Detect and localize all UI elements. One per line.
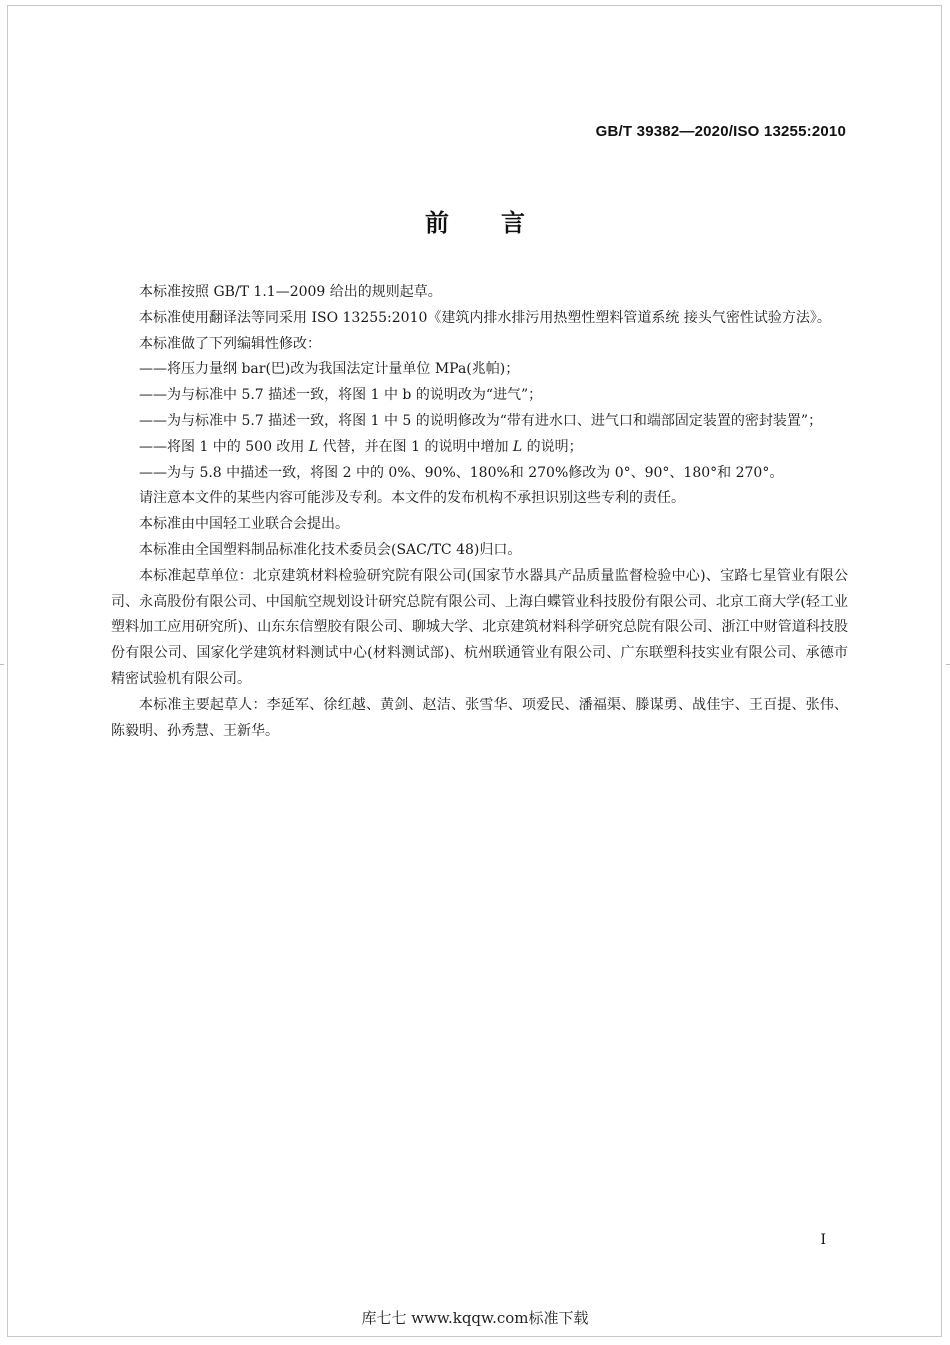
- standard-code: GB/T 39382—2020/ISO 13255:2010: [595, 123, 846, 140]
- footer-watermark: 库七七 www.kqqw.com标准下载: [361, 1309, 589, 1327]
- edit-item-text: 的说明；: [522, 438, 583, 455]
- page-title: 前言: [425, 209, 577, 237]
- paragraph-drafting-rules: 本标准按照 GB/T 1.1—2009 给出的规则起草。: [139, 284, 442, 300]
- page-edge-mark-right: [946, 664, 950, 665]
- paragraph-drafters: 本标准主要起草人：李延军、徐红越、黄剑、赵洁、张雪华、项爱民、潘福渠、滕谋勇、战佳宇、王百提、张伟、陈毅明、孙秀慧、王新华。: [111, 696, 848, 739]
- edit-item: ——为与标准中 5.7 描述一致，将图 1 中 b 的说明改为“进气”；: [139, 387, 543, 404]
- page-edge-mark-left: [0, 664, 4, 665]
- edit-item-text: 代替，并在图 1 的说明中增加: [318, 438, 513, 455]
- symbol-L: L: [308, 438, 319, 455]
- paragraph-adoption: 本标准使用翻译法等同采用 ISO 13255:2010《建筑内排水排污用热塑性塑料管道系统 接头气密性试验方法》。: [139, 309, 831, 326]
- page-number: I: [820, 1232, 826, 1248]
- edit-item: ——为与 5.8 中描述一致，将图 2 中的 0%、90%、180%和 270%修改为 0°、90°、180°和 270°。: [139, 464, 784, 481]
- symbol-L: L: [512, 438, 523, 455]
- paragraph-edits-intro: 本标准做了下列编辑性修改：: [139, 335, 321, 352]
- paragraph-drafting-units: 本标准起草单位：北京建筑材料检验研究院有限公司(国家节水器具产品质量监督检验中心)、宝路七星管业有限公司、永高股份有限公司、中国航空规划设计研究总院有限公司、上海白蝶管业科技股份有限公司、北京工商大学(轻工业塑料加工应用研究所)、山东东信塑胶有限公司、聊城大学、北京建筑材料科学研究总院有限公司、浙江中财管道科技股份有限公司、国家化学建筑材料测试中心(材料测试部)、杭州联通管业有限公司、广东联塑科技实业有限公司、承德市精密试验机有限公司。: [111, 567, 848, 687]
- edit-item-text: ——将图 1 中的 500 改用: [139, 438, 309, 455]
- edit-item: ——为与标准中 5.7 描述一致，将图 1 中 5 的说明修改为“带有进水口、进气口和端部固定装置的密封装置”；: [139, 412, 823, 429]
- paragraph-proposed-by: 本标准由中国轻工业联合会提出。: [139, 516, 349, 533]
- paragraph-under-jurisdiction: 本标准由全国塑料制品标准化技术委员会(SAC/TC 48)归口。: [139, 541, 522, 558]
- paragraph-patent-notice: 请注意本文件的某些内容可能涉及专利。本文件的发布机构不承担识别这些专利的责任。: [139, 490, 685, 507]
- foreword-body: [111, 280, 848, 744]
- edit-item: ——将压力量纲 bar(巴)改为我国法定计量单位 MPa(兆帕)；: [139, 361, 520, 378]
- edit-item: [111, 435, 848, 461]
